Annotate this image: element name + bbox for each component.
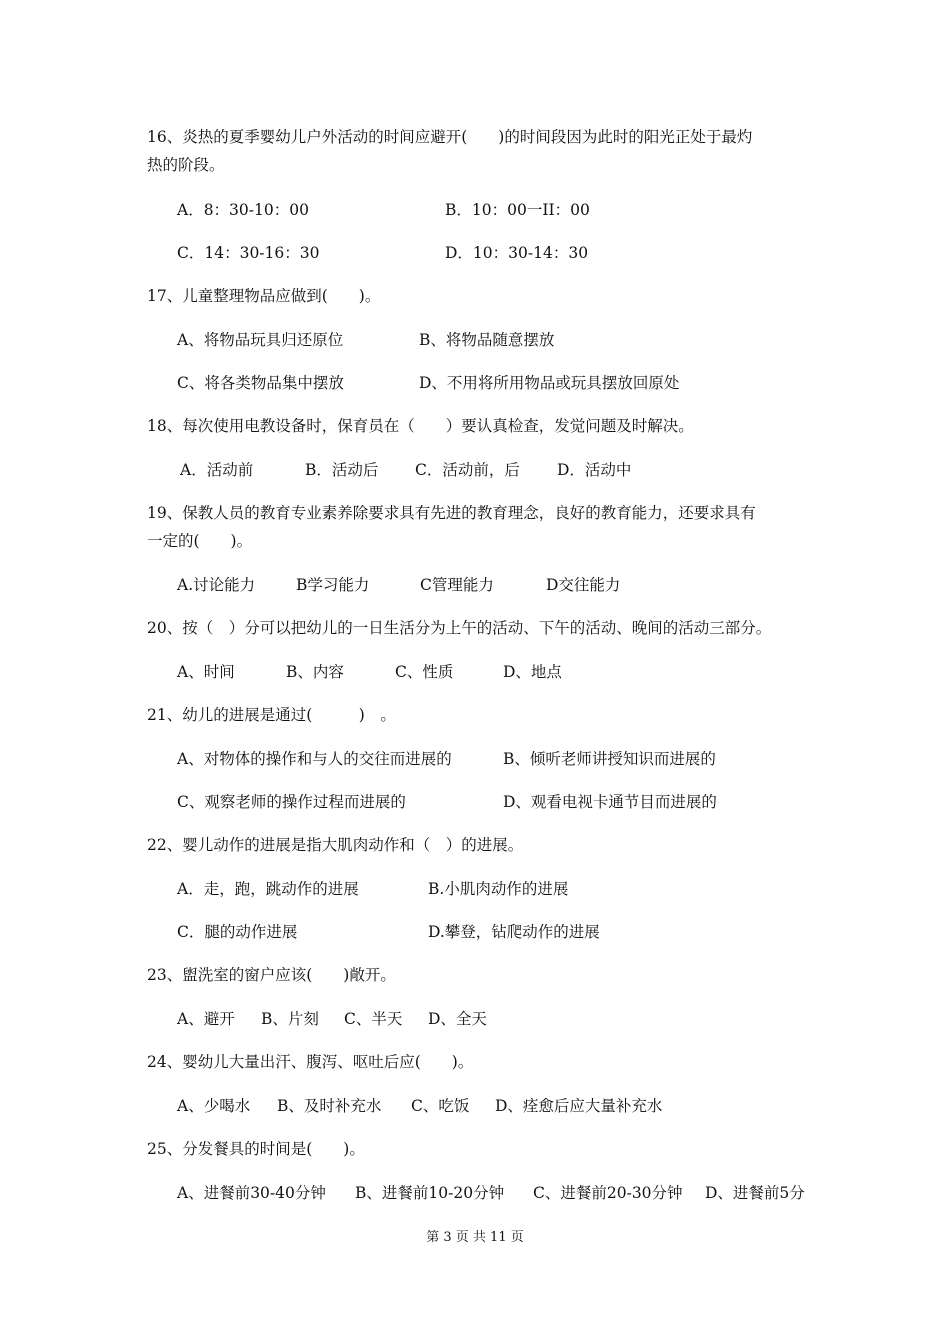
- question-16-option-b: B．10：00一II：00: [445, 201, 590, 219]
- question-18-option-c: C．活动前，后: [415, 461, 520, 479]
- question-21-option-d: D、观看电视卡通节目而进展的: [503, 793, 717, 811]
- question-16-stem-cont: 热的阶段。: [147, 156, 225, 174]
- question-19-stem-cont: 一定的( )。: [147, 532, 253, 550]
- question-17-option-a: A、将物品玩具归还原位: [177, 331, 344, 349]
- question-24-option-b: B、及时补充水: [277, 1097, 382, 1115]
- question-25-option-d: D、进餐前5分: [705, 1184, 805, 1202]
- question-18-option-b: B．活动后: [305, 461, 379, 479]
- question-22-option-b: B.小肌肉动作的进展: [428, 880, 569, 898]
- question-18-stem: 18、每次使用电教设备时，保育员在（ ）要认真检查，发觉问题及时解决。: [147, 417, 694, 435]
- question-22-stem: 22、婴儿动作的进展是指大肌肉动作和（ ）的进展。: [147, 836, 524, 854]
- question-17-option-c: C、将各类物品集中摆放: [177, 374, 344, 392]
- question-23-option-a: A、避开: [177, 1010, 235, 1028]
- question-21-option-a: A、对物体的操作和与人的交往而进展的: [177, 750, 452, 768]
- question-25-option-b: B、进餐前10-20分钟: [355, 1184, 505, 1202]
- question-23-option-d: D、全天: [428, 1010, 487, 1028]
- question-19-option-b: B学习能力: [296, 576, 370, 594]
- question-16-option-d: D．10：30-14：30: [445, 244, 589, 262]
- question-16-option-c: C．14：30-16：30: [177, 244, 320, 262]
- question-19-option-a: A.讨论能力: [177, 576, 256, 594]
- question-19-option-d: D交往能力: [546, 576, 621, 594]
- question-19-option-c: C管理能力: [420, 576, 494, 594]
- question-22-option-a: A．走，跑，跳动作的进展: [177, 880, 359, 898]
- question-17-option-d: D、不用将所用物品或玩具摆放回原处: [419, 374, 680, 392]
- question-16-option-a: A．8：30-10：00: [177, 201, 309, 219]
- question-24-option-c: C、吃饭: [411, 1097, 470, 1115]
- question-16-stem: 16、炎热的夏季婴幼儿户外活动的时间应避开( )的时间段因为此时的阳光正处于最灼: [147, 128, 753, 146]
- question-24-stem: 24、婴幼儿大量出汗、腹泻、呕吐后应( )。: [147, 1053, 474, 1071]
- question-19-stem: 19、保教人员的教育专业素养除要求具有先进的教育理念，良好的教育能力，还要求具有: [147, 504, 756, 522]
- question-23-stem: 23、盥洗室的窗户应该( )敞开。: [147, 966, 396, 984]
- question-20-option-c: C、性质: [395, 663, 454, 681]
- question-23-option-c: C、半天: [344, 1010, 403, 1028]
- question-18-option-a: A．活动前: [180, 461, 254, 479]
- question-23-option-b: B、片刻: [261, 1010, 319, 1028]
- question-21-option-c: C、观察老师的操作过程而进展的: [177, 793, 406, 811]
- question-21-option-b: B、倾听老师讲授知识而进展的: [503, 750, 716, 768]
- question-20-stem: 20、按（ ）分可以把幼儿的一日生活分为上午的活动、下午的活动、晚间的活动三部分。: [147, 619, 772, 637]
- question-21-stem: 21、幼儿的进展是通过( ) 。: [147, 706, 396, 724]
- question-24-option-a: A、少喝水: [177, 1097, 251, 1115]
- question-20-option-d: D、地点: [503, 663, 562, 681]
- question-24-option-d: D、痊愈后应大量补充水: [495, 1097, 663, 1115]
- question-25-option-a: A、进餐前30-40分钟: [177, 1184, 326, 1202]
- question-22-option-d: D.攀登，钻爬动作的进展: [428, 923, 600, 941]
- question-25-option-c: C、进餐前20-30分钟: [533, 1184, 683, 1202]
- question-17-option-b: B、将物品随意摆放: [419, 331, 555, 349]
- question-20-option-a: A、时间: [177, 663, 235, 681]
- question-22-option-c: C．腿的动作进展: [177, 923, 298, 941]
- question-18-option-d: D．活动中: [557, 461, 632, 479]
- question-17-stem: 17、儿童整理物品应做到( )。: [147, 287, 381, 305]
- question-20-option-b: B、内容: [286, 663, 344, 681]
- question-25-stem: 25、分发餐具的时间是( )。: [147, 1140, 365, 1158]
- page-footer: 第 3 页 共 11 页: [426, 1230, 524, 1245]
